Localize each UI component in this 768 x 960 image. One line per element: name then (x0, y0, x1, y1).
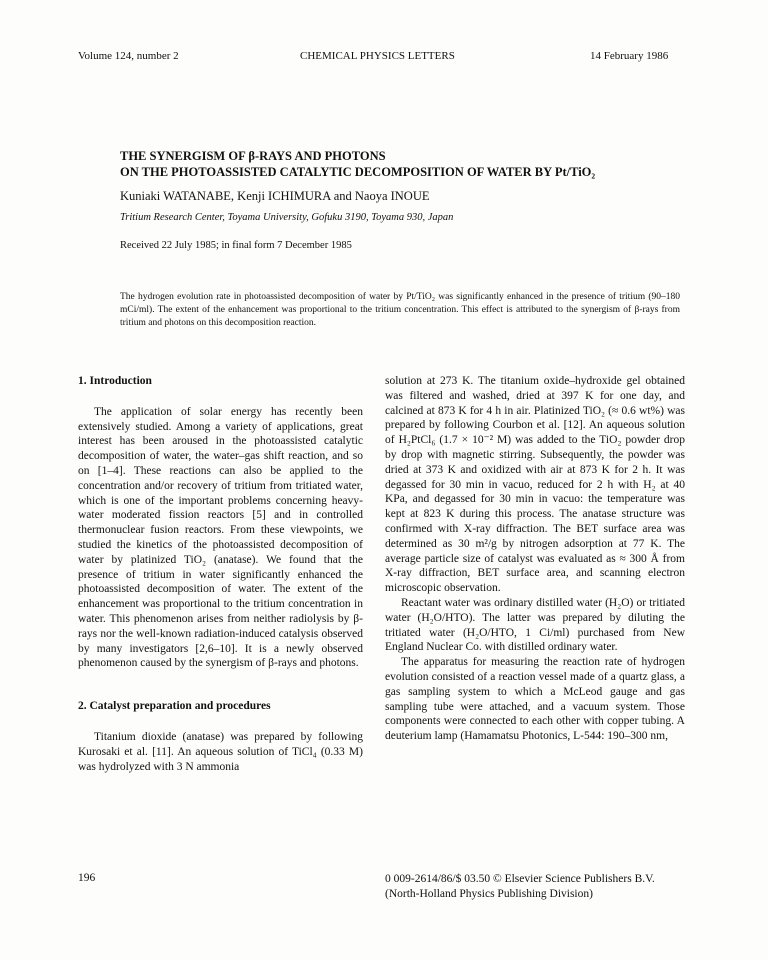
preparation-paragraph: solution at 273 K. The titanium oxide–hydroxide gel obtained was filtered and washed, dried at 397 K for one day, and calcined at 873 K for 4 h in air. Platinized TiO₂ (≈ 0.6 wt%) was prepared by following Courbon et al. [12]. An aqueous solution of H₂PtCl₆ (1.7 × 10⁻² M) was added to the TiO₂ powder drop by drop with magnetic stirring. Subsequently, the powder was dried at 373 K and oxidized with air at 873 K for 2 h. It was degassed for 30 min in vacuo, reduced for 2 h with H₂ at 40 KPa, and degassed for 30 min in vacuo: the temperature was kept at 823 K during this process. The anatase structure was confirmed with X-ray diffraction. The BET surface area was determined as 30 m²/g by nitrogen adsorption at 77 K. The average particle size of catalyst was evaluated as ≈ 300 Å from X-ray diffraction, BET surface area, and scanning electron microscopic observation. (385, 375, 685, 595)
abstract: The hydrogen evolution rate in photoassisted decomposition of water by Pt/TiO₂ was significantly enhanced in the presence of tritium (90–180 mCi/ml). The extent of the enhancement was proportional to the tritium concentration. This effect is attributed to the synergism of β-rays from tritium and photons on this decomposition reaction. (120, 292, 680, 328)
author-list: Kuniaki WATANABE, Kenji ICHIMURA and Naoya INOUE (120, 189, 430, 203)
title-line-2: ON THE PHOTOASSISTED CATALYTIC DECOMPOSITION OF WATER BY Pt/TiO₂ (120, 165, 596, 179)
publisher-division: (North-Holland Physics Publishing Division) (385, 888, 593, 900)
page-number: 196 (78, 872, 96, 884)
publisher-footer (385, 872, 655, 902)
volume-info: Volume 124, number 2 (78, 50, 179, 62)
received-date: Received 22 July 1985; in final form 7 December 1985 (120, 240, 352, 251)
catalyst-paragraph: Titanium dioxide (anatase) was prepared by following Kurosaki et al. [11]. An aqueous solution of TiCl₄ (0.33 M) was hydrolyzed with 3 N ammonia (78, 730, 363, 773)
apparatus-paragraph: The apparatus for measuring the reaction rate of hydrogen evolution consisted of a reaction vessel made of a quartz glass, a gas sampling system to which a McLeod gauge and gas sampling tube were attached, and a vacuum system. Those components were connected to each other with copper tubing. A deuterium lamp (Hamamatsu Photonics, L-544: 190–300 nm, (385, 656, 685, 743)
affiliation: Tritium Research Center, Toyama University, Gofuku 3190, Toyama 930, Japan (120, 212, 454, 223)
reactant-paragraph: Reactant water was ordinary distilled water (H₂O) or tritiated water (H₂O/HTO). The latter was prepared by diluting the tritiated water (H₂O/HTO, 1 Ci/ml) purchased from New England Nuclear Co. with distilled ordinary water. (385, 596, 685, 654)
copyright-line: 0 009-2614/86/$ 03.50 © Elsevier Science Publishers B.V. (385, 873, 655, 885)
introduction-paragraph: The application of solar energy has recently been extensively studied. Among a variety of applications, great interest has been aroused in the photoassisted catalytic decomposition of water, the water–gas shift reaction, and so on [1–4]. These reactions can also be applied to the concentration and/or recovery of tritium from tritiated water, which is one of the important problems concerning heavy-water moderated fission reactors [5] and in controlled thermonuclear fusion reactors. From these viewpoints, we studied the kinetics of the photoassisted decomposition of water by platinized TiO₂ (anatase). We found that the presence of tritium in water significantly enhanced the photoassisted decomposition of water. The extent of the enhancement was proportional to the tritium concentration in water. This phenomenon arises from neither radiolysis by β-rays nor the well-known radiation-induced catalysis observed by many investigators [2,6–10]. It is a newly observed phenomenon caused by the synergism of β-rays and photons. (78, 405, 363, 670)
journal-name: CHEMICAL PHYSICS LETTERS (300, 50, 455, 62)
article-title (120, 148, 680, 180)
issue-date: 14 February 1986 (590, 50, 669, 62)
title-line-1: THE SYNERGISM OF β-RAYS AND PHOTONS (120, 149, 386, 163)
left-column (78, 374, 363, 774)
right-column (385, 374, 685, 744)
section-title-catalyst: 2. Catalyst preparation and procedures (78, 700, 271, 713)
section-title-introduction: 1. Introduction (78, 375, 152, 387)
